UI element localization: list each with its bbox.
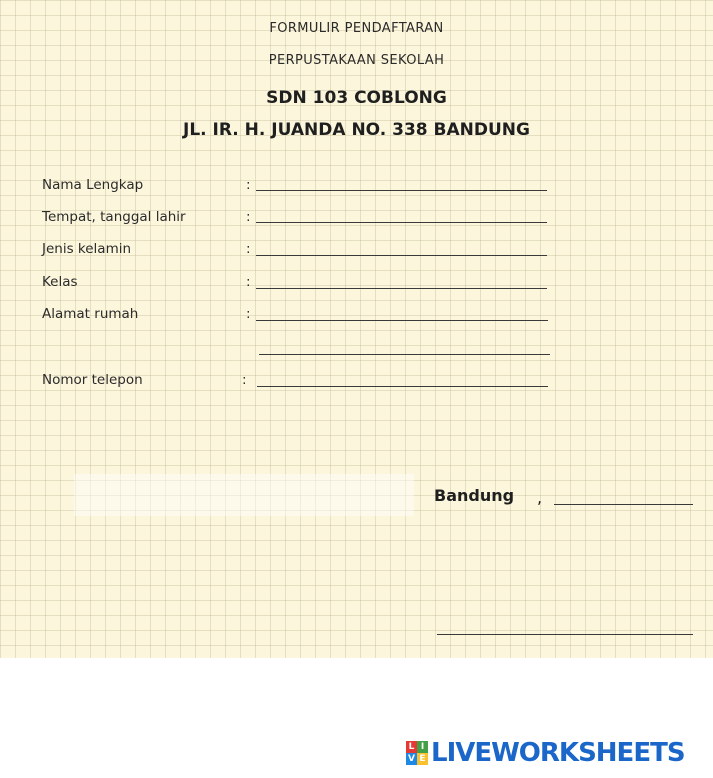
liveworksheets-logo-icon xyxy=(406,741,428,765)
signature-name-field[interactable] xyxy=(437,634,693,635)
signature-city: Bandung xyxy=(434,486,515,505)
signature-comma: , xyxy=(537,488,543,507)
gender-field[interactable] xyxy=(256,255,547,256)
colon: : xyxy=(246,209,251,225)
colon: : xyxy=(246,241,251,257)
colon: : xyxy=(246,177,251,193)
brand-text: LIVEWORKSHEETS xyxy=(431,738,685,768)
logo-letter: I xyxy=(417,741,428,753)
colon: : xyxy=(242,372,247,388)
birth-place-date-field[interactable] xyxy=(256,222,547,223)
school-address: JL. IR. H. JUANDA NO. 338 BANDUNG xyxy=(183,120,530,140)
label-full-name: Nama Lengkap xyxy=(42,177,144,193)
home-address-field[interactable] xyxy=(256,320,548,321)
signature-date-field[interactable] xyxy=(554,504,693,505)
label-home-address: Alamat rumah xyxy=(42,306,139,322)
label-gender: Jenis kelamin xyxy=(42,241,132,257)
school-name: SDN 103 COBLONG xyxy=(266,88,447,108)
colon: : xyxy=(246,274,251,290)
form-subtitle: PERPUSTAKAAN SEKOLAH xyxy=(268,53,445,68)
label-class: Kelas xyxy=(42,274,78,290)
form-title: FORMULIR PENDAFTARAN xyxy=(269,21,444,36)
phone-number-field[interactable] xyxy=(257,386,548,387)
faded-area xyxy=(74,474,414,516)
logo-letter: V xyxy=(406,753,417,765)
logo-letter: L xyxy=(406,741,417,753)
colon: : xyxy=(246,306,251,322)
liveworksheets-brand xyxy=(406,738,685,768)
logo-letter: E xyxy=(417,753,428,765)
label-birth-place-date: Tempat, tanggal lahir xyxy=(42,209,186,225)
class-field[interactable] xyxy=(256,288,547,289)
label-phone-number: Nomor telepon xyxy=(42,372,143,388)
full-name-field[interactable] xyxy=(256,190,547,191)
home-address-field-line2[interactable] xyxy=(259,354,550,355)
